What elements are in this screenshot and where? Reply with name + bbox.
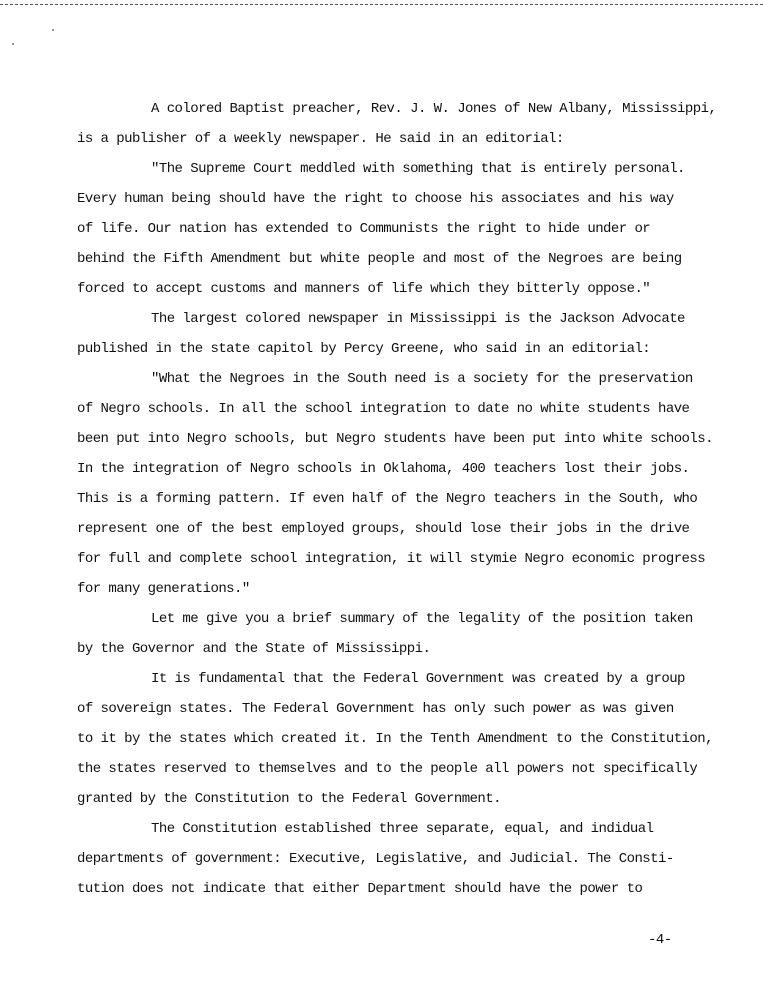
quote-1-line-4: behind the Fifth Amendment but white people and most of the Negroes are being: [77, 251, 682, 267]
paragraph-1-line-1: A colored Baptist preacher, Rev. J. W. Jones of New Albany, Mississippi,: [151, 101, 717, 117]
page-top-edge-rule: [0, 4, 763, 5]
paragraph-4-line-2: of sovereign states. The Federal Government has only such power as was given: [77, 701, 674, 717]
paragraph-5-line-2: departments of government: Executive, Legislative, and Judicial. The Consti-: [77, 851, 674, 867]
paragraph-2-line-1: The largest colored newspaper in Mississippi is the Jackson Advocate: [151, 311, 685, 327]
paragraph-3-line-2: by the Governor and the State of Mississippi.: [77, 641, 431, 657]
quote-2-line-6: represent one of the best employed groups, should lose their jobs in the drive: [77, 521, 690, 537]
quote-1-line-2: Every human being should have the right to choose his associates and his way: [77, 191, 674, 207]
paragraph-1-line-2: is a publisher of a weekly newspaper. He said in an editorial:: [77, 131, 564, 147]
paragraph-4-line-5: granted by the Constitution to the Federal Government.: [77, 791, 501, 807]
scan-speck: [12, 43, 14, 45]
quote-1-line-1: "The Supreme Court meddled with something that is entirely personal.: [151, 161, 685, 177]
paragraph-4-line-4: the states reserved to themselves and to the people all powers not specifically: [77, 761, 698, 777]
paragraph-5-line-3: tution does not indicate that either Department should have the power to: [77, 881, 643, 897]
document-body: [77, 94, 717, 904]
paragraph-4-line-3: to it by the states which created it. In the Tenth Amendment to the Constitution,: [77, 731, 713, 747]
paragraph-2-line-2: published in the state capitol by Percy Greene, who said in an editorial:: [77, 341, 651, 357]
quote-2-line-1: "What the Negroes in the South need is a society for the preservation: [151, 371, 693, 387]
scan-speck: [52, 29, 54, 31]
quote-2-line-3: been put into Negro schools, but Negro students have been put into white schools.: [77, 431, 713, 447]
quote-2-line-4: In the integration of Negro schools in Oklahoma, 400 teachers lost their jobs.: [77, 461, 690, 477]
quote-1-line-3: of life. Our nation has extended to Communists the right to hide under or: [77, 221, 651, 237]
paragraph-3-line-1: Let me give you a brief summary of the legality of the position taken: [151, 611, 693, 627]
paragraph-5-line-1: The Constitution established three separate, equal, and indidual: [151, 821, 654, 837]
quote-2-line-8: for many generations.": [77, 581, 250, 597]
quote-2-line-5: This is a forming pattern. If even half of the Negro teachers in the South, who: [77, 491, 698, 507]
page-number: -4-: [648, 932, 672, 948]
quote-2-line-7: for full and complete school integration, it will stymie Negro economic progress: [77, 551, 706, 567]
quote-2-line-2: of Negro schools. In all the school integration to date no white students have: [77, 401, 690, 417]
paragraph-4-line-1: It is fundamental that the Federal Government was created by a group: [151, 671, 685, 687]
quote-1-line-5: forced to accept customs and manners of life which they bitterly oppose.": [77, 281, 651, 297]
